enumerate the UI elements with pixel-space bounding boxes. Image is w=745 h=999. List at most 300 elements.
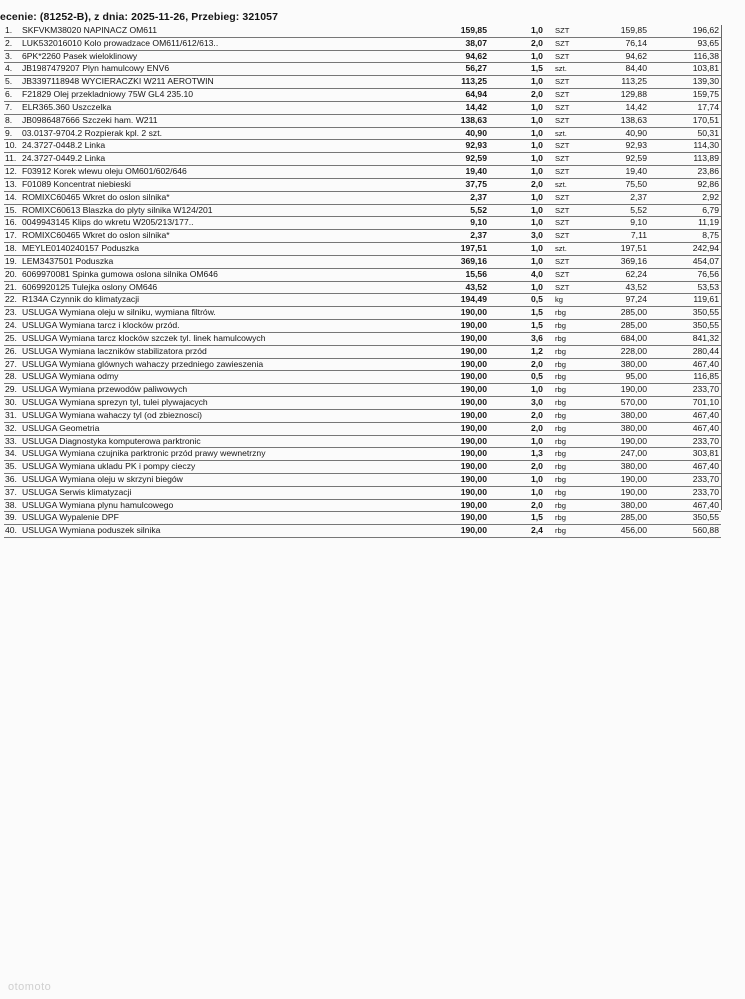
table-row: [4, 102, 721, 115]
unit-of-measure: SZT: [555, 141, 570, 151]
item-description: 6PK*2260 Pasek wieloklinowy: [22, 50, 138, 61]
unit-price: 14,42: [465, 101, 487, 112]
unit-price: 190,00: [460, 525, 487, 536]
table-row: [4, 192, 721, 205]
item-description: R134A Czynnik do klimatyzacji: [22, 294, 140, 305]
unit-of-measure: szt.: [555, 244, 567, 254]
item-description: USLUGA Wymiana glównych wahaczy przedniego zawieszenia: [22, 358, 264, 369]
gross-value: 113,89: [693, 153, 719, 164]
unit-of-measure: rbg: [555, 398, 566, 408]
row-number: 21.: [5, 281, 17, 292]
gross-value: 2,92: [702, 191, 719, 202]
unit-price: 197,51: [460, 243, 487, 254]
quantity: 1,0: [531, 140, 543, 151]
item-description: USLUGA Diagnostyka komputerowa parktronic: [22, 435, 201, 446]
quantity: 1,0: [531, 486, 543, 497]
quantity: 0,5: [531, 371, 543, 382]
table-row: [4, 217, 721, 230]
gross-value: 170,51: [692, 114, 719, 125]
item-description: USLUGA Wymiana wahaczy tyl (od zbieznosci): [22, 409, 202, 420]
row-number: 29.: [5, 384, 17, 395]
quantity: 1,0: [531, 153, 543, 164]
quantity: 1,3: [531, 448, 543, 459]
quantity: 1,2: [531, 345, 543, 356]
table-row: [4, 63, 721, 76]
unit-price: 190,00: [460, 512, 487, 523]
row-number: 10.: [5, 140, 17, 151]
net-value: 247,00: [620, 448, 647, 459]
table-row: [4, 371, 721, 384]
gross-value: 114,30: [693, 140, 719, 151]
quantity: 1,0: [531, 127, 543, 138]
item-description: USLUGA Wymiana oleju w silniku, wymiana filtrów.: [22, 307, 216, 318]
item-description: SKFVKM38020 NAPINACZ OM611: [22, 25, 158, 35]
net-value: 92,93: [625, 140, 647, 151]
quantity: 2,0: [531, 461, 543, 472]
unit-of-measure: SZT: [555, 51, 570, 61]
net-value: 138,63: [620, 114, 647, 125]
unit-of-measure: szt.: [555, 128, 567, 138]
net-value: 380,00: [620, 409, 647, 420]
quantity: 1,0: [531, 191, 543, 202]
unit-price: 190,00: [460, 448, 487, 459]
gross-value: 303,81: [692, 448, 719, 459]
unit-price: 15,56: [465, 268, 487, 279]
item-description: USLUGA Wymiana ukladu PK i pompy cieczy: [22, 461, 196, 472]
table-row: [4, 294, 721, 307]
quantity: 1,0: [531, 281, 543, 292]
gross-value: 350,55: [692, 307, 719, 318]
unit-price: 190,00: [460, 384, 487, 395]
gross-value: 841,32: [692, 332, 719, 343]
table-row: [4, 38, 721, 51]
gross-value: 233,70: [692, 473, 719, 484]
item-description: USLUGA Wymiana czujnika parktronic przód prawy wewnetrzny: [22, 448, 266, 459]
unit-price: 5,52: [470, 204, 487, 215]
unit-of-measure: SZT: [555, 269, 570, 279]
net-value: 5,52: [630, 204, 647, 215]
quantity: 1,0: [531, 166, 543, 177]
unit-price: 92,59: [465, 153, 487, 164]
row-number: 1.: [5, 25, 13, 35]
table-row: [4, 140, 721, 153]
row-number: 32.: [5, 422, 17, 433]
net-value: 190,00: [620, 435, 647, 446]
row-number: 39.: [5, 512, 17, 523]
table-row: [4, 410, 721, 423]
net-value: 380,00: [620, 422, 647, 433]
unit-price: 19,40: [465, 166, 487, 177]
table-row: [4, 166, 721, 179]
table-row: [4, 230, 721, 243]
quantity: 1,5: [531, 63, 543, 74]
quantity: 1,0: [531, 101, 543, 112]
row-number: 34.: [5, 448, 17, 459]
item-description: JB0986487666 Szczeki ham. W211: [22, 114, 158, 125]
item-description: LEM3437501 Poduszka: [22, 255, 114, 266]
unit-of-measure: SZT: [555, 218, 570, 228]
quantity: 2,0: [531, 37, 543, 48]
table-row: [4, 179, 721, 192]
quantity: 0,5: [531, 294, 543, 305]
row-number: 20.: [5, 268, 17, 279]
net-value: 43,52: [625, 281, 647, 292]
item-description: LUK532016010 Kolo prowadzace OM611/612/613..: [22, 37, 219, 48]
item-description: USLUGA Wymiana tarcz klocków szczek tyl. linek hamulcowych: [22, 332, 266, 343]
unit-of-measure: rbg: [555, 436, 566, 446]
quantity: 2,0: [531, 178, 543, 189]
gross-value: 50,31: [697, 127, 719, 138]
unit-price: 190,00: [460, 409, 487, 420]
table-row: [4, 525, 721, 538]
unit-of-measure: rbg: [555, 410, 566, 420]
table-row: [4, 346, 721, 359]
gross-value: 467,40: [692, 422, 719, 433]
table-row: [4, 461, 721, 474]
unit-price: 190,00: [460, 307, 487, 318]
gross-value: 280,44: [692, 345, 719, 356]
unit-of-measure: SZT: [555, 90, 570, 100]
net-value: 190,00: [620, 486, 647, 497]
row-number: 18.: [5, 243, 17, 254]
net-value: 228,00: [620, 345, 647, 356]
item-description: MEYLE0140240157 Poduszka: [22, 243, 140, 254]
row-number: 24.: [5, 320, 17, 331]
unit-price: 190,00: [460, 422, 487, 433]
net-value: 2,37: [630, 191, 647, 202]
row-number: 13.: [5, 178, 17, 189]
gross-value: 92,86: [697, 178, 719, 189]
gross-value: 196,62: [692, 25, 719, 35]
unit-of-measure: SZT: [555, 256, 570, 266]
item-description: USLUGA Wymiana oleju w skrzyni biegów: [22, 473, 183, 484]
item-description: USLUGA Wymiana plynu hamulcowego: [22, 499, 174, 510]
quantity: 3,0: [531, 397, 543, 408]
row-number: 26.: [5, 345, 17, 356]
row-number: 3.: [5, 50, 13, 61]
gross-value: 560,88: [692, 525, 719, 536]
row-number: 11.: [5, 153, 17, 164]
gross-value: 8,75: [702, 230, 719, 241]
quantity: 1,0: [531, 50, 543, 61]
column-divider: [721, 25, 722, 510]
table-row: [4, 269, 721, 282]
row-number: 9.: [5, 127, 13, 138]
unit-of-measure: SZT: [555, 102, 570, 112]
gross-value: 159,75: [692, 89, 719, 100]
item-description: 6069970081 Spinka gumowa oslona silnika OM646: [22, 268, 218, 279]
unit-price: 190,00: [460, 397, 487, 408]
unit-of-measure: rbg: [555, 321, 566, 331]
row-number: 2.: [5, 37, 13, 48]
table-row: [4, 25, 721, 38]
item-description: USLUGA Wymiana laczników stabilizatora przód: [22, 345, 207, 356]
net-value: 369,16: [620, 255, 647, 266]
unit-price: 56,27: [465, 63, 487, 74]
quantity: 3,0: [531, 230, 543, 241]
net-value: 190,00: [620, 384, 647, 395]
unit-of-measure: SZT: [555, 38, 570, 48]
unit-price: 190,00: [460, 473, 487, 484]
unit-of-measure: rbg: [555, 513, 566, 523]
unit-price: 190,00: [460, 499, 487, 510]
watermark-logo: otomoto: [8, 981, 52, 993]
row-number: 4.: [5, 63, 13, 74]
unit-of-measure: kg: [555, 295, 564, 305]
net-value: 14,42: [625, 101, 647, 112]
table-row: [4, 89, 721, 102]
quantity: 1,0: [531, 473, 543, 484]
unit-of-measure: SZT: [555, 26, 570, 35]
gross-value: 233,70: [692, 435, 719, 446]
item-description: USLUGA Wymiana sprezyn tyl, tulei plywajacych: [22, 397, 208, 408]
unit-of-measure: rbg: [555, 333, 566, 343]
unit-price: 37,75: [465, 178, 487, 189]
table-row: [4, 205, 721, 218]
net-value: 190,00: [620, 473, 647, 484]
unit-price: 9,10: [470, 217, 487, 228]
item-description: ROMIXC60613 Blaszka do plyty silnika W124/201: [22, 204, 213, 215]
gross-value: 17,74: [697, 101, 719, 112]
item-description: 24.3727-0449.2 Linka: [22, 153, 106, 164]
table-row: [4, 76, 721, 89]
net-value: 380,00: [620, 499, 647, 510]
unit-of-measure: rbg: [555, 423, 566, 433]
row-number: 36.: [5, 473, 17, 484]
row-number: 38.: [5, 499, 17, 510]
row-number: 17.: [5, 230, 17, 241]
gross-value: 467,40: [692, 358, 719, 369]
gross-value: 6,79: [702, 204, 719, 215]
table-row: [4, 474, 721, 487]
item-description: USLUGA Wymiana tarcz i klocków przód.: [22, 320, 180, 331]
document-header: ecenie: (81252-B), z dnia: 2025-11-26, Przebieg: 321057: [0, 11, 279, 23]
row-number: 7.: [5, 101, 13, 112]
table-row: [4, 320, 721, 333]
row-number: 27.: [5, 358, 17, 369]
quantity: 1,0: [531, 114, 543, 125]
table-row: [4, 512, 721, 525]
gross-value: 701,10: [692, 397, 719, 408]
unit-price: 92,93: [465, 140, 487, 151]
row-number: 15.: [5, 204, 17, 215]
quantity: 1,0: [531, 255, 543, 266]
unit-of-measure: rbg: [555, 308, 566, 318]
unit-of-measure: rbg: [555, 526, 566, 536]
row-number: 8.: [5, 114, 13, 125]
unit-price: 159,85: [460, 25, 487, 35]
row-number: 25.: [5, 332, 17, 343]
unit-of-measure: rbg: [555, 359, 566, 369]
quantity: 1,0: [531, 204, 543, 215]
quantity: 1,0: [531, 384, 543, 395]
row-number: 12.: [5, 166, 17, 177]
table-row: [4, 307, 721, 320]
row-number: 35.: [5, 461, 17, 472]
item-description: USLUGA Wypalenie DPF: [22, 512, 119, 523]
quantity: 1,0: [531, 435, 543, 446]
unit-price: 2,37: [470, 230, 487, 241]
table-row: [4, 153, 721, 166]
unit-of-measure: SZT: [555, 167, 570, 177]
unit-price: 138,63: [460, 114, 487, 125]
table-row: [4, 487, 721, 500]
net-value: 684,00: [620, 332, 647, 343]
net-value: 285,00: [620, 512, 647, 523]
net-value: 570,00: [620, 397, 647, 408]
net-value: 97,24: [625, 294, 647, 305]
quantity: 1,5: [531, 320, 543, 331]
row-number: 40.: [5, 525, 17, 536]
unit-price: 2,37: [470, 191, 487, 202]
table-row: [4, 115, 721, 128]
unit-of-measure: SZT: [555, 154, 570, 164]
unit-price: 190,00: [460, 371, 487, 382]
row-number: 30.: [5, 397, 17, 408]
table-row: [4, 436, 721, 449]
items-table: [4, 25, 721, 538]
item-description: ELR365.360 Uszczelka: [22, 101, 112, 112]
quantity: 1,5: [531, 307, 543, 318]
quantity: 1,0: [531, 243, 543, 254]
net-value: 62,24: [625, 268, 647, 279]
table-row: [4, 243, 721, 256]
gross-value: 454,07: [692, 255, 719, 266]
item-description: USLUGA Wymiana poduszek silnika: [22, 525, 161, 536]
unit-price: 190,00: [460, 435, 487, 446]
net-value: 75,50: [625, 178, 647, 189]
gross-value: 233,70: [692, 486, 719, 497]
row-number: 37.: [5, 486, 17, 497]
unit-price: 94,62: [465, 50, 487, 61]
gross-value: 53,53: [697, 281, 719, 292]
gross-value: 11,19: [698, 217, 719, 228]
unit-of-measure: SZT: [555, 205, 570, 215]
gross-value: 467,40: [692, 499, 719, 510]
item-description: USLUGA Wymiana przewodów paliwowych: [22, 384, 188, 395]
quantity: 2,0: [531, 422, 543, 433]
net-value: 76,14: [625, 37, 647, 48]
item-description: F01089 Koncentrat niebieski: [22, 178, 131, 189]
item-description: 6069920125 Tulejka oslony OM646: [22, 281, 158, 292]
net-value: 95,00: [625, 371, 647, 382]
unit-of-measure: rbg: [555, 385, 566, 395]
unit-price: 190,00: [460, 461, 487, 472]
unit-price: 190,00: [460, 358, 487, 369]
unit-of-measure: SZT: [555, 115, 570, 125]
unit-price: 64,94: [465, 89, 487, 100]
gross-value: 76,56: [697, 268, 719, 279]
net-value: 94,62: [625, 50, 647, 61]
net-value: 92,59: [625, 153, 647, 164]
row-number: 5.: [5, 76, 13, 87]
net-value: 380,00: [620, 358, 647, 369]
quantity: 4,0: [531, 268, 543, 279]
unit-price: 190,00: [460, 345, 487, 356]
table-row: [4, 51, 721, 64]
row-number: 28.: [5, 371, 17, 382]
item-description: USLUGA Wymiana odmy: [22, 371, 119, 382]
row-number: 23.: [5, 307, 17, 318]
item-description: 0049943145 Klips do wkretu W205/213/177..: [22, 217, 194, 228]
net-value: 456,00: [620, 525, 647, 536]
quantity: 1,0: [531, 76, 543, 87]
item-description: 24.3727-0448.2 Linka: [22, 140, 106, 151]
quantity: 2,0: [531, 499, 543, 510]
row-number: 31.: [5, 409, 17, 420]
gross-value: 116,85: [693, 371, 719, 382]
table-row: [4, 448, 721, 461]
table-row: [4, 282, 721, 295]
gross-value: 119,61: [693, 294, 719, 305]
gross-value: 350,55: [692, 320, 719, 331]
net-value: 19,40: [625, 166, 647, 177]
unit-of-measure: rbg: [555, 500, 566, 510]
quantity: 1,0: [531, 217, 543, 228]
item-description: USLUGA Serwis klimatyzacji: [22, 486, 132, 497]
unit-price: 190,00: [460, 332, 487, 343]
table-row: [4, 500, 721, 513]
table-row: [4, 128, 721, 141]
gross-value: 93,65: [697, 37, 719, 48]
unit-price: 190,00: [460, 320, 487, 331]
item-description: ROMIXC60465 Wkret do oslon silnika*: [22, 230, 170, 241]
net-value: 285,00: [620, 320, 647, 331]
net-value: 129,88: [620, 89, 647, 100]
unit-price: 194,49: [460, 294, 487, 305]
gross-value: 350,55: [692, 512, 719, 523]
unit-of-measure: rbg: [555, 462, 566, 472]
row-number: 6.: [5, 89, 13, 100]
unit-of-measure: SZT: [555, 282, 570, 292]
item-description: JB1987479207 Plyn hamulcowy ENV6: [22, 63, 170, 74]
unit-price: 369,16: [460, 255, 487, 266]
row-number: 16.: [5, 217, 17, 228]
item-description: 03.0137-9704.2 Rozpierak kpl. 2 szt.: [22, 127, 162, 138]
unit-of-measure: szt.: [555, 64, 567, 74]
table-row: [4, 384, 721, 397]
item-description: ROMIXC60465 Wkret do oslon silnika*: [22, 191, 170, 202]
item-description: F03912 Korek wlewu oleju OM601/602/646: [22, 166, 187, 177]
quantity: 2,0: [531, 409, 543, 420]
quantity: 2,0: [531, 358, 543, 369]
gross-value: 116,38: [693, 50, 719, 61]
row-number: 19.: [5, 255, 17, 266]
gross-value: 467,40: [692, 409, 719, 420]
net-value: 40,90: [625, 127, 647, 138]
net-value: 285,00: [620, 307, 647, 318]
gross-value: 103,81: [692, 63, 719, 74]
row-number: 14.: [5, 191, 17, 202]
unit-of-measure: rbg: [555, 346, 566, 356]
quantity: 2,0: [531, 89, 543, 100]
quantity: 2,4: [531, 525, 543, 536]
table-row: [4, 423, 721, 436]
item-description: JB3397118948 WYCIERACZKI W211 AEROTWIN: [22, 76, 214, 87]
unit-price: 190,00: [460, 486, 487, 497]
unit-of-measure: szt.: [555, 179, 567, 189]
table-row: [4, 333, 721, 346]
unit-of-measure: rbg: [555, 449, 566, 459]
gross-value: 467,40: [692, 461, 719, 472]
gross-value: 233,70: [692, 384, 719, 395]
unit-of-measure: SZT: [555, 192, 570, 202]
net-value: 159,85: [620, 25, 647, 35]
quantity: 1,5: [531, 512, 543, 523]
item-description: USLUGA Geometria: [22, 422, 100, 433]
quantity: 3,6: [531, 332, 543, 343]
quantity: 1,0: [531, 25, 543, 35]
